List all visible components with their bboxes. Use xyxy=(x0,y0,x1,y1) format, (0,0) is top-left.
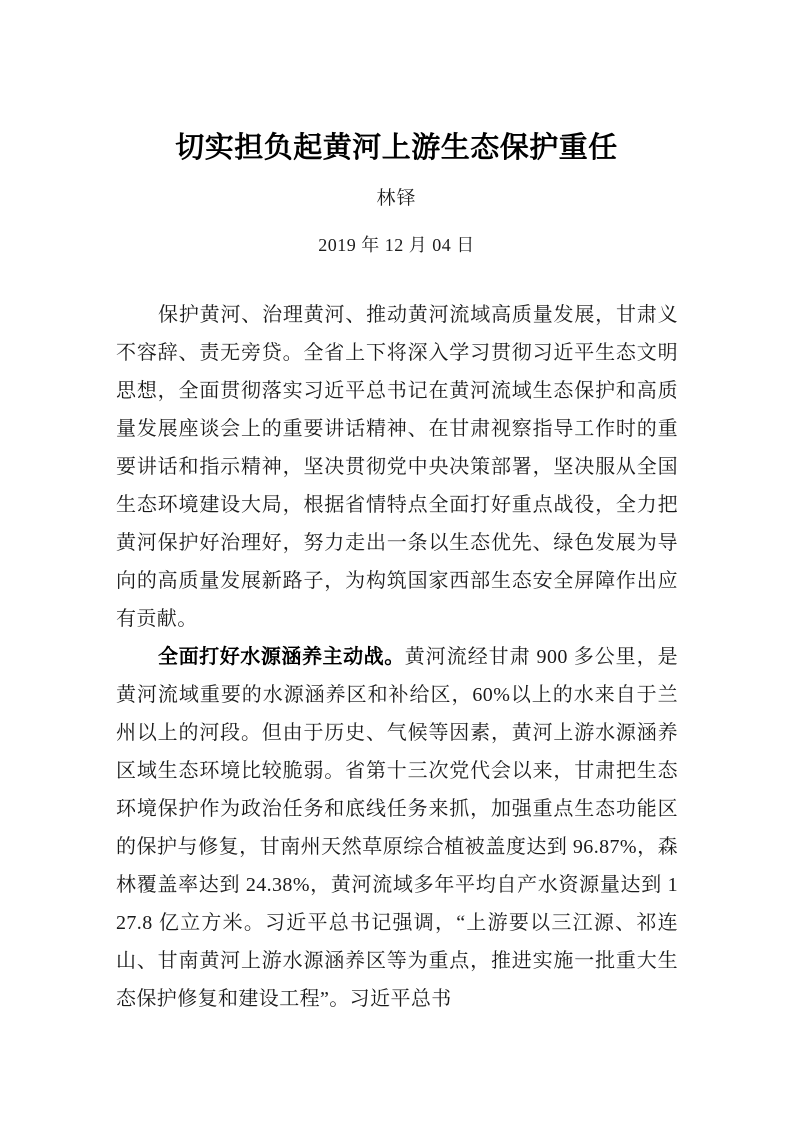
page-title: 切实担负起黄河上游生态保护重任 xyxy=(175,132,618,164)
paragraph-1-text: 保护黄河、治理黄河、推动黄河流域高质量发展，甘肃义不容辞、责无旁贷。全省上下将深入学习贯彻习近平生态文明思想，全面贯彻落实习近平总书记在黄河流域生态保护和高质量发展座谈会上的重要讲话精神、在甘肃视察指导工作时的重要讲话和指示精神，坚决贯彻党中央决策部署，坚决服从全国生态环境建设大局，根据省情特点全面打好重点战役，全力把黄河保护好治理好，努力走出一条以生态优先、绿色发展为导向的高质量发展新路子，为构筑国家西部生态安全屏障作出应有贡献。 xyxy=(116,304,678,630)
document-date: 2019 年 12 月 04 日 xyxy=(318,235,475,255)
document-header xyxy=(0,128,793,259)
body-paragraph-2 xyxy=(116,638,678,1018)
document-body xyxy=(116,296,678,1018)
document-author: 林铎 xyxy=(376,188,417,209)
paragraph-2-text: 黄河流经甘肃 900 多公里，是黄河流域重要的水源涵养区和补给区，60%以上的水来自于兰州以上的河段。但由于历史、气候等因素，黄河上游水源涵养区域生态环境比较脆弱。省第十三次党代会以来，甘肃把生态环境保护作为政治任务和底线任务来抓，加强重点生态功能区的保护与修复，甘南州天然草原综合植被盖度达到 96.87%，森林覆盖率达到 24.38%，黄河流域多年平均自产水资源量达到 127.8 亿立方米。习近平总书记强调，“上游要以三江源、祁连山、甘南黄河上游水源涵养区等为重点，推进实施一批重大生态保护修复和建设工程”。习近平总书 xyxy=(116,646,678,1010)
body-paragraph-1 xyxy=(116,296,678,638)
paragraph-2-lead-in: 全面打好水源涵养主动战。 xyxy=(158,646,405,668)
